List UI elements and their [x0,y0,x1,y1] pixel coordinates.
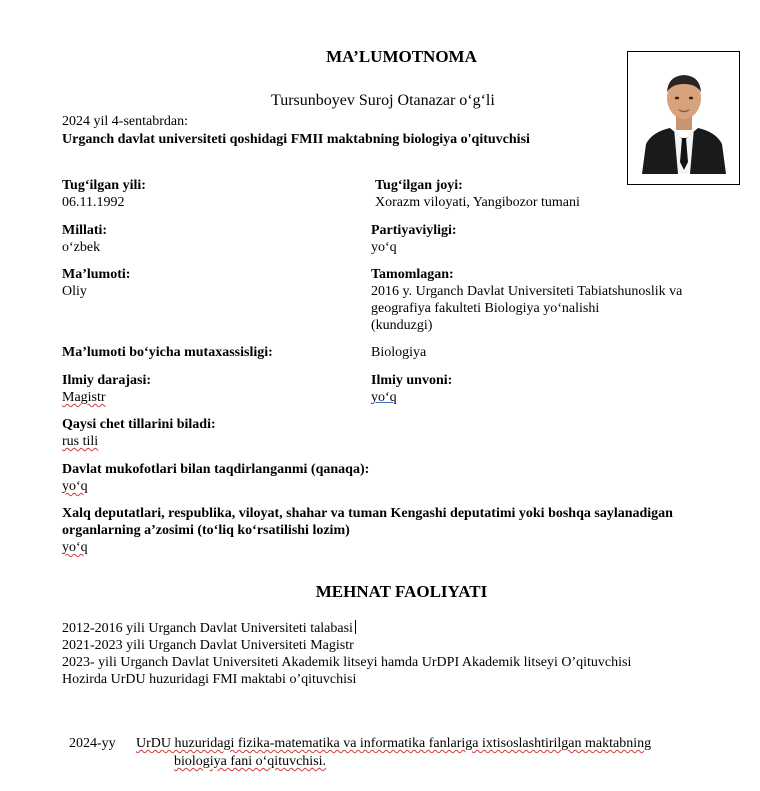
person-name: Tursunboyev Suroj Otanazar o‘g‘li [271,92,495,109]
start-date: 2024 yil 4-sentabrdan: [62,114,188,129]
party-label: Partiyaviyligi: [371,223,457,238]
deputy-value: yo‘q [62,540,88,555]
birth-year-value: 06.11.1992 [62,195,125,210]
photo-frame [627,51,740,185]
final-line-1: UrDU huzuridagi fizika-matematika va informatika fanlariga ixtisoslashtirilgan maktabning [136,736,652,751]
rank-value: yo‘q [371,390,397,405]
graduated-line-1: 2016 y. Urganch Davlat Universiteti Tabiatshunoslik va [371,284,683,299]
deputy-label-line-1: Xalq deputatlari, respublika, viloyat, shahar va tuman Kengashi deputatimi yoki boshqa saylanadigan [62,506,673,521]
text-cursor [355,620,356,634]
portrait-photo-icon [638,62,730,174]
final-line-2: biologiya fani o‘qituvchisi. [174,754,327,769]
graduated-line-3: (kunduzgi) [371,318,433,333]
page-title: MA’LUMOTNOMA [326,47,477,66]
work-item-1: 2012-2016 yili Urganch Davlat Universiteti talabasi [62,620,356,637]
birth-year-label: Tug‘ilgan yili: [62,178,146,193]
work-item-2: 2021-2023 yili Urganch Davlat Universiteti Magistr [62,638,354,653]
languages-label: Qaysi chet tillarini biladi: [62,417,216,432]
final-year: 2024-yy [69,736,116,751]
specialty-value: Biologiya [371,345,427,360]
education-value: Oliy [62,284,87,299]
degree-label: Ilmiy darajasi: [62,373,152,388]
birth-place-label: Tug‘ilgan joyi: [375,178,463,193]
awards-label: Davlat mukofotlari bilan taqdirlanganmi (qanaqa): [62,462,370,477]
work-item-3: 2023- yili Urganch Davlat Universiteti Akademik litseyi hamda UrDPI Akademik litseyi O’qituvchisi [62,655,632,670]
degree-value: Magistr [62,390,106,405]
deputy-label-line-2: organlarning a’zosimi (to‘liq ko‘rsatilishi lozim) [62,523,350,538]
languages-value: rus tili [62,434,99,449]
awards-value: yo‘q [62,479,88,494]
rank-label: Ilmiy unvoni: [371,373,453,388]
graduated-label: Tamomlagan: [371,267,454,282]
graduated-line-2: geografiya fakulteti Biologiya yo‘nalishi [371,301,600,316]
current-position: Urganch davlat universiteti qoshidagi FMII maktabning biologiya o'qituvchisi [62,132,530,147]
specialty-label: Ma’lumoti bo‘yicha mutaxassisligi: [62,345,273,360]
party-value: yo‘q [371,240,397,255]
education-label: Ma’lumoti: [62,267,131,282]
work-item-4: Hozirda UrDU huzuridagi FMI maktabi o’qituvchisi [62,672,357,687]
nation-value: o‘zbek [62,240,101,255]
nation-label: Millati: [62,223,108,238]
work-section-title: MEHNAT FAOLIYATI [315,582,488,601]
birth-place-value: Xorazm viloyati, Yangibozor tumani [375,195,580,210]
